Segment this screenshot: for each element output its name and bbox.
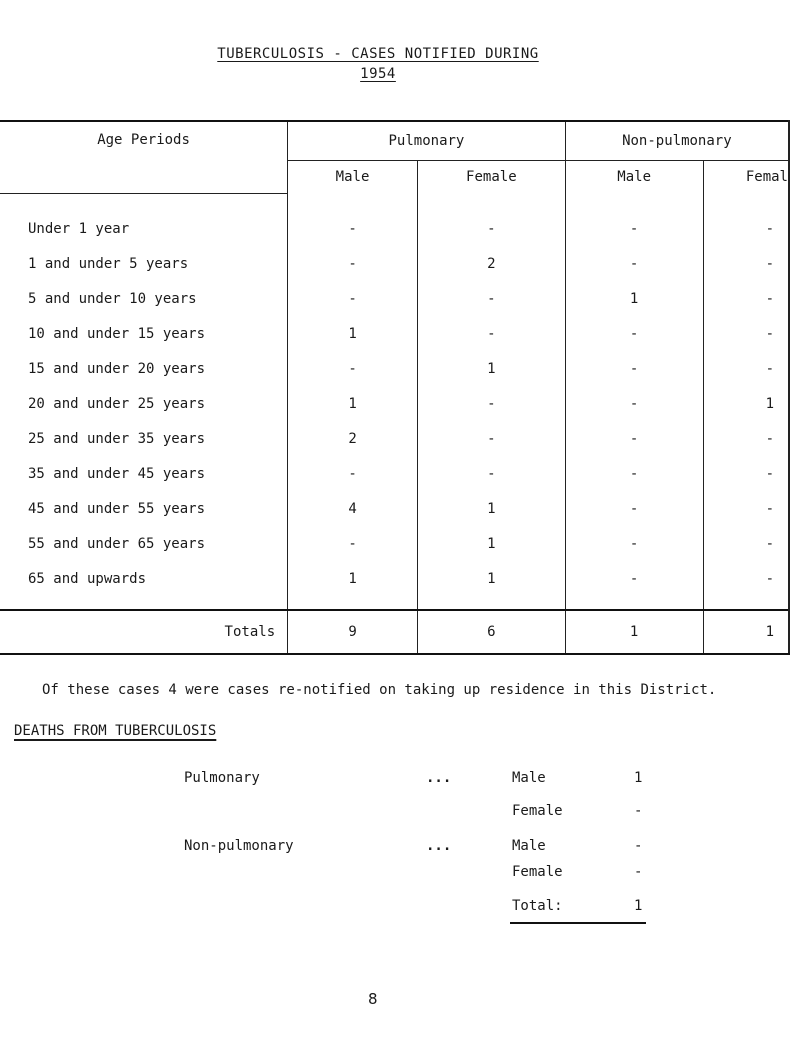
table-row bbox=[0, 352, 789, 387]
pulmonary-female-cell: - bbox=[417, 422, 565, 457]
pulmonary-female-cell: - bbox=[417, 282, 565, 317]
deaths-pulmonary-female-label: Female bbox=[512, 803, 563, 819]
non-pulmonary-female-cell: - bbox=[703, 457, 789, 492]
age-period-cell: Under 1 year bbox=[28, 221, 130, 237]
table-body bbox=[0, 193, 789, 597]
pulmonary-male-cell: - bbox=[288, 193, 418, 247]
header-row-1 bbox=[0, 121, 789, 161]
page-title-year: 1954 bbox=[360, 66, 396, 82]
age-period-cell: 55 and under 65 years bbox=[28, 536, 206, 552]
non-pulmonary-male-cell: - bbox=[565, 193, 703, 247]
non-pulmonary-male-cell: - bbox=[565, 352, 703, 387]
cases-table bbox=[0, 120, 790, 655]
non-pulmonary-male-cell: - bbox=[565, 247, 703, 282]
non-pulmonary-female-cell: - bbox=[703, 492, 789, 527]
deaths-total-label: Total: bbox=[512, 898, 563, 914]
totals-pulmonary-female: 6 bbox=[417, 610, 565, 654]
pulmonary-female-cell: 2 bbox=[417, 247, 565, 282]
non-pulmonary-male-cell: - bbox=[565, 527, 703, 562]
totals-non-pulmonary-female: 1 bbox=[703, 610, 789, 654]
non-pulmonary-female-cell: - bbox=[703, 282, 789, 317]
page-number: 8 bbox=[368, 990, 378, 1008]
pulmonary-female-cell: - bbox=[417, 317, 565, 352]
table-row bbox=[0, 193, 789, 247]
age-period-cell: 45 and under 55 years bbox=[28, 501, 206, 517]
header-pulmonary-male: Male bbox=[288, 161, 418, 194]
pulmonary-female-cell: - bbox=[417, 457, 565, 492]
age-period-cell: 25 and under 35 years bbox=[28, 431, 206, 447]
table-row bbox=[0, 282, 789, 317]
pulmonary-female-cell: 1 bbox=[417, 492, 565, 527]
deaths-non-pulmonary-male-value: - bbox=[634, 838, 643, 854]
pulmonary-male-cell: 2 bbox=[288, 422, 418, 457]
totals-label: Totals bbox=[0, 610, 288, 654]
non-pulmonary-male-cell: 1 bbox=[565, 282, 703, 317]
table-row bbox=[0, 492, 789, 527]
non-pulmonary-male-cell: - bbox=[565, 317, 703, 352]
deaths-heading: DEATHS FROM TUBERCULOSIS bbox=[14, 723, 217, 739]
deaths-non-pulmonary-dots: ... bbox=[426, 838, 452, 854]
non-pulmonary-female-cell: - bbox=[703, 562, 789, 597]
pulmonary-male-cell: 1 bbox=[288, 562, 418, 597]
non-pulmonary-female-cell: - bbox=[703, 527, 789, 562]
pulmonary-female-cell: - bbox=[417, 387, 565, 422]
totals-pulmonary-male: 9 bbox=[288, 610, 418, 654]
age-period-cell: 5 and under 10 years bbox=[28, 291, 197, 307]
header-non-pulmonary-female: Femal bbox=[703, 161, 789, 194]
non-pulmonary-male-cell: - bbox=[565, 562, 703, 597]
non-pulmonary-male-cell: - bbox=[565, 457, 703, 492]
pulmonary-female-cell: 1 bbox=[417, 527, 565, 562]
pulmonary-male-cell: - bbox=[288, 352, 418, 387]
pulmonary-male-cell: - bbox=[288, 527, 418, 562]
non-pulmonary-female-cell: 1 bbox=[703, 387, 789, 422]
deaths-non-pulmonary-male-label: Male bbox=[512, 838, 546, 854]
table-row bbox=[0, 387, 789, 422]
pulmonary-male-cell: 4 bbox=[288, 492, 418, 527]
non-pulmonary-female-cell: - bbox=[703, 247, 789, 282]
deaths-non-pulmonary-label: Non-pulmonary bbox=[184, 838, 294, 854]
non-pulmonary-female-cell: - bbox=[703, 193, 789, 247]
non-pulmonary-male-cell: - bbox=[565, 492, 703, 527]
table-row bbox=[0, 562, 789, 597]
header-pulmonary: Pulmonary bbox=[288, 121, 566, 161]
deaths-pulmonary-dots: ... bbox=[426, 770, 452, 786]
header-non-pulmonary-male: Male bbox=[565, 161, 703, 194]
non-pulmonary-male-cell: - bbox=[565, 387, 703, 422]
age-period-cell: 15 and under 20 years bbox=[28, 361, 206, 377]
pulmonary-female-cell: 1 bbox=[417, 562, 565, 597]
pulmonary-male-cell: - bbox=[288, 282, 418, 317]
age-period-cell: 65 and upwards bbox=[28, 571, 147, 587]
total-underline bbox=[510, 922, 646, 924]
pulmonary-male-cell: - bbox=[288, 247, 418, 282]
deaths-pulmonary-male-value: 1 bbox=[634, 770, 643, 786]
age-period-cell: 10 and under 15 years bbox=[28, 326, 206, 342]
table-row bbox=[0, 422, 789, 457]
age-period-cell: 1 and under 5 years bbox=[28, 256, 189, 272]
page-title: TUBERCULOSIS - CASES NOTIFIED DURING bbox=[217, 46, 539, 62]
non-pulmonary-female-cell: - bbox=[703, 352, 789, 387]
header-non-pulmonary: Non-pulmonary bbox=[565, 121, 789, 161]
deaths-non-pulmonary-female-label: Female bbox=[512, 864, 563, 880]
pulmonary-female-cell: 1 bbox=[417, 352, 565, 387]
deaths-total-value: 1 bbox=[634, 898, 643, 914]
deaths-pulmonary-label: Pulmonary bbox=[184, 770, 260, 786]
non-pulmonary-female-cell: - bbox=[703, 317, 789, 352]
table-row bbox=[0, 527, 789, 562]
table-row bbox=[0, 247, 789, 282]
pulmonary-male-cell: 1 bbox=[288, 387, 418, 422]
non-pulmonary-female-cell: - bbox=[703, 422, 789, 457]
pulmonary-male-cell: - bbox=[288, 457, 418, 492]
renotified-note: Of these cases 4 were cases re-notified on taking up residence in this District. bbox=[42, 682, 717, 698]
totals-row bbox=[0, 610, 789, 654]
pulmonary-male-cell: 1 bbox=[288, 317, 418, 352]
age-period-cell: 35 and under 45 years bbox=[28, 466, 206, 482]
age-period-cell: 20 and under 25 years bbox=[28, 396, 206, 412]
table-row bbox=[0, 317, 789, 352]
non-pulmonary-male-cell: - bbox=[565, 422, 703, 457]
pulmonary-female-cell: - bbox=[417, 193, 565, 247]
header-age-periods: Age Periods bbox=[0, 121, 288, 193]
deaths-pulmonary-female-value: - bbox=[634, 803, 643, 819]
table-row bbox=[0, 457, 789, 492]
totals-non-pulmonary-male: 1 bbox=[565, 610, 703, 654]
deaths-non-pulmonary-female-value: - bbox=[634, 864, 643, 880]
header-pulmonary-female: Female bbox=[417, 161, 565, 194]
deaths-pulmonary-male-label: Male bbox=[512, 770, 546, 786]
